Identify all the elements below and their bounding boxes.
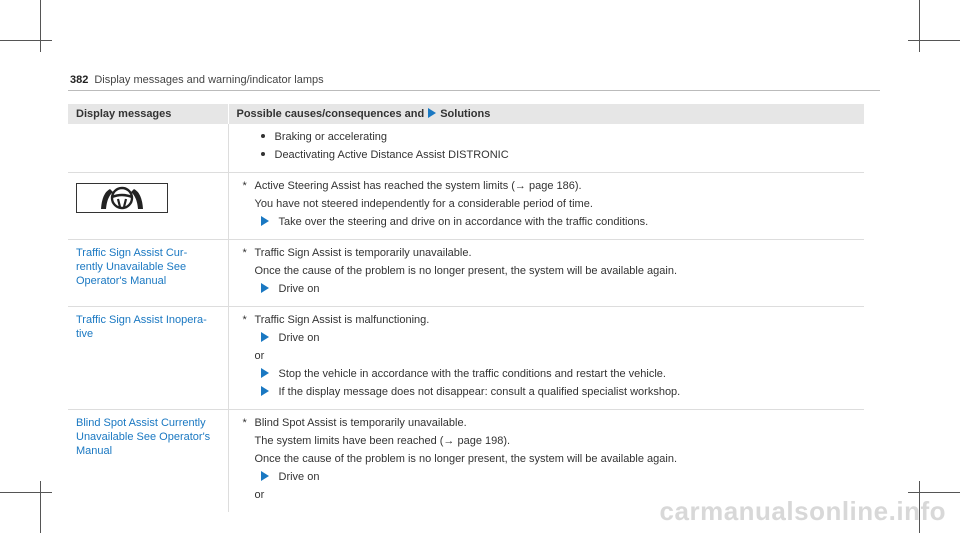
- solution-arrow-icon: [261, 216, 269, 226]
- cause-label: Blind Spot Assist is temporarily unavailable.: [254, 417, 467, 429]
- solution-step-text: If the display message does not disappear: consult a qualified specialist workshop.: [278, 386, 681, 398]
- solution-arrow-icon: [428, 108, 436, 118]
- table-row: [68, 124, 864, 173]
- message-cell: [68, 307, 228, 410]
- solution-step-text: Stop the vehicle in accordance with the traffic conditions and restart the vehicle.: [278, 368, 666, 380]
- cause-label: Traffic Sign Assist is malfunctioning.: [254, 314, 430, 326]
- solution-step: [237, 367, 857, 381]
- page-header: [70, 74, 324, 86]
- crop-mark: [908, 492, 960, 493]
- solution-arrow-icon: [261, 386, 269, 396]
- table-row: [68, 173, 864, 240]
- solution-arrow-icon: [261, 471, 269, 481]
- or-text: or: [254, 489, 265, 501]
- col-header-causes-label: Possible causes/consequences and: [236, 108, 425, 120]
- note-text: You have not steered independently for a considerable period of time.: [254, 198, 593, 210]
- message-cell: [68, 124, 228, 173]
- cause-text: * Active Steering Assist has reached the system limits (→ page 186).: [242, 180, 582, 192]
- steering-wheel-hands-icon: [76, 183, 168, 213]
- page-title: Display messages and warning/indicator lamps: [94, 74, 324, 86]
- crop-mark: [908, 40, 960, 41]
- display-message-text: Traffic Sign Assist Cur- rently Unavailable See Operator's Manual: [76, 247, 188, 287]
- list-item: [237, 148, 857, 162]
- page-number: 382: [70, 74, 89, 86]
- solution-step: [237, 282, 857, 296]
- solution-step: [237, 385, 857, 399]
- cause-text: * Traffic Sign Assist is malfunctioning.: [242, 314, 430, 326]
- solution-step: [237, 215, 857, 229]
- display-message-text: Blind Spot Assist Currently Unavailable See Operator's Manual: [76, 417, 211, 457]
- table-header-row: [68, 104, 864, 124]
- display-messages-table: [68, 104, 864, 512]
- solution-step-text: Drive on: [278, 283, 320, 295]
- solution-step: [237, 331, 857, 345]
- crop-mark: [40, 481, 41, 533]
- table-row: [68, 307, 864, 410]
- cause-text: * Blind Spot Assist is temporarily unavailable.: [242, 417, 467, 429]
- bullet-text: Deactivating Active Distance Assist DISTRONIC: [274, 149, 509, 161]
- list-item: [237, 130, 857, 144]
- crop-mark: [0, 492, 52, 493]
- solution-step-text: Drive on: [278, 471, 320, 483]
- message-cell: [68, 173, 228, 240]
- or-text: or: [254, 350, 265, 362]
- cause-cell: [228, 173, 864, 240]
- bullet-icon: [261, 152, 265, 156]
- solution-step-text: Take over the steering and drive on in accordance with the traffic conditions.: [278, 216, 649, 228]
- message-cell: [68, 410, 228, 513]
- solution-arrow-icon: [261, 332, 269, 342]
- note-text: The system limits have been reached (→ page 198).: [254, 435, 511, 447]
- note-text: Once the cause of the problem is no longer present, the system will be available again.: [254, 453, 678, 465]
- crop-mark: [919, 0, 920, 52]
- cause-text: * Traffic Sign Assist is temporarily unavailable.: [242, 247, 472, 259]
- solution-step-text: Drive on: [278, 332, 320, 344]
- watermark: carmanualsonline.info: [659, 496, 946, 526]
- cause-cell: [228, 124, 864, 173]
- bullet-icon: [261, 134, 265, 138]
- col-header-causes: [228, 104, 864, 124]
- crop-mark: [40, 0, 41, 52]
- cause-label: Active Steering Assist has reached the system limits (→ page 186).: [254, 180, 582, 192]
- bullet-text: Braking or accelerating: [274, 131, 388, 143]
- header-rule: [68, 90, 880, 91]
- message-cell: [68, 240, 228, 307]
- cause-label: Traffic Sign Assist is temporarily unavailable.: [254, 247, 472, 259]
- table-row: [68, 240, 864, 307]
- cause-cell: [228, 240, 864, 307]
- col-header-solutions-label: Solutions: [440, 108, 491, 120]
- crop-mark: [0, 40, 52, 41]
- solution-arrow-icon: [261, 368, 269, 378]
- display-message-text: Traffic Sign Assist Inopera- tive: [76, 314, 207, 340]
- note-text: Once the cause of the problem is no longer present, the system will be available again.: [254, 265, 678, 277]
- cause-cell: [228, 307, 864, 410]
- solution-arrow-icon: [261, 283, 269, 293]
- col-header-display-messages: Display messages: [68, 104, 228, 124]
- solution-step: [237, 470, 857, 484]
